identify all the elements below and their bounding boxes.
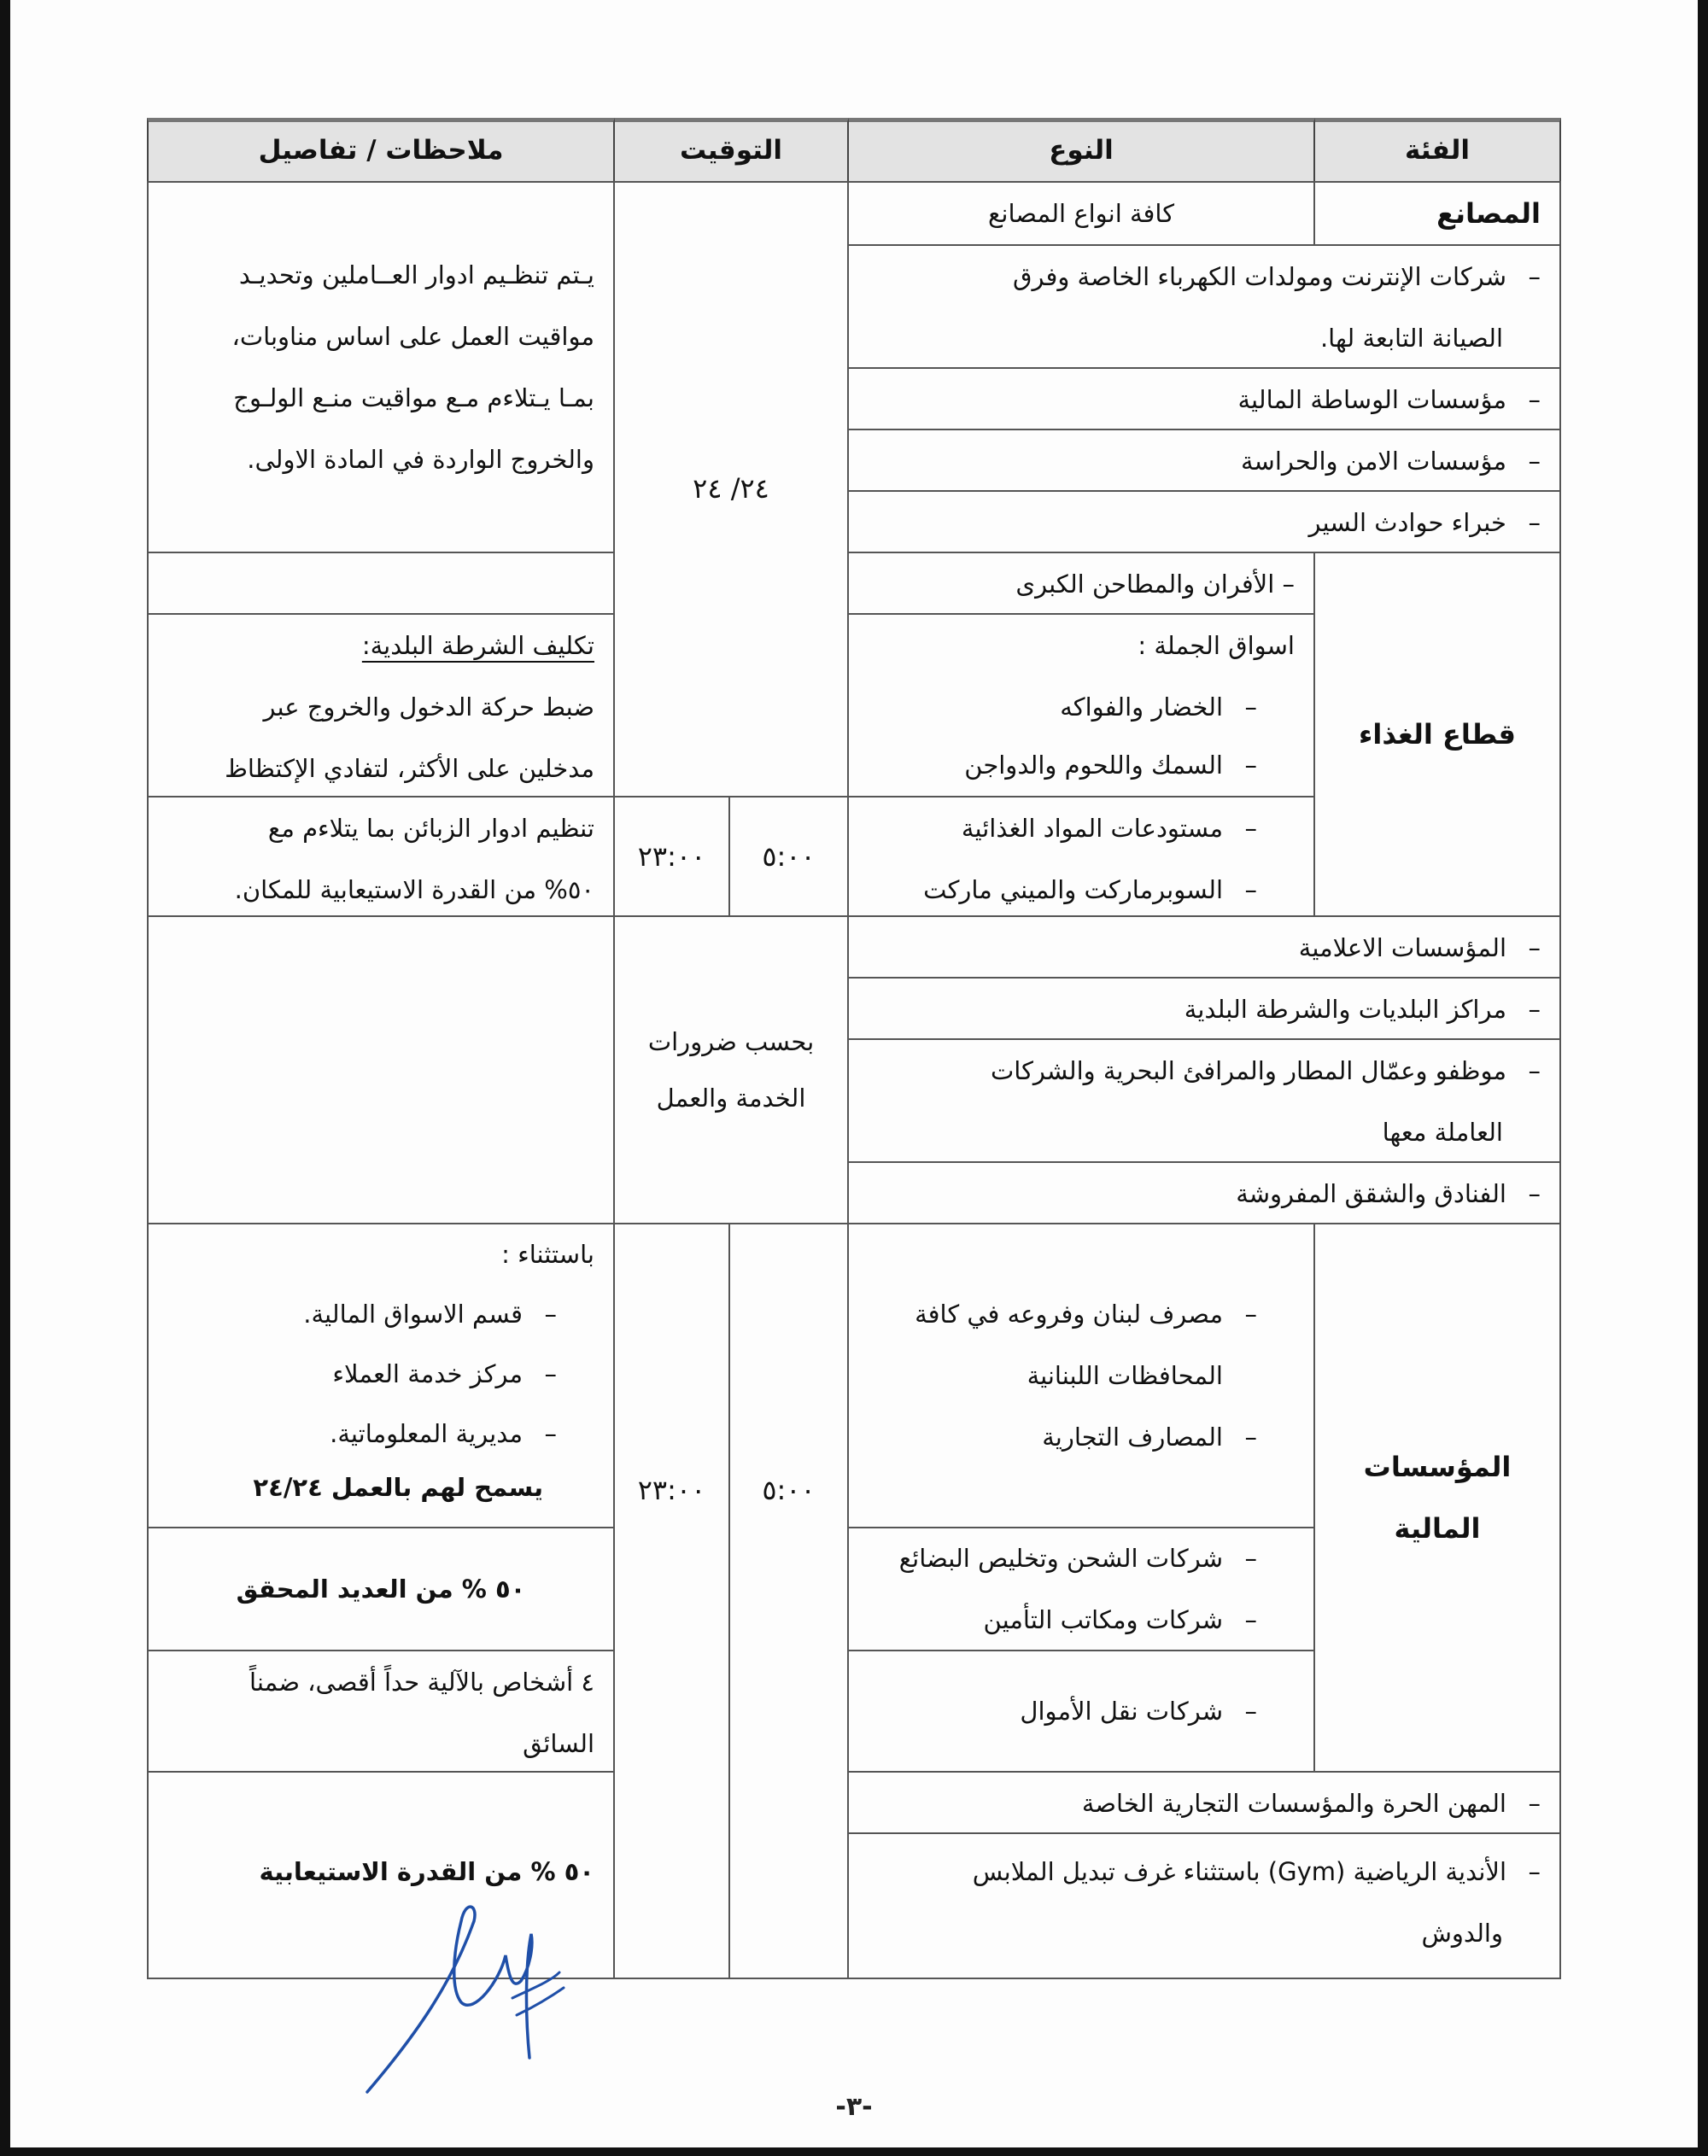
timing-open-label: ٥:٠٠ (762, 840, 816, 873)
timing-close-label: ٢٣:٠٠ (637, 840, 706, 873)
timing-24-24-label: ٢٤/ ٢٤ (693, 472, 769, 505)
type-banks (847, 1223, 1315, 1528)
bullet-dash: – (1244, 1544, 1257, 1573)
header-timing (613, 118, 849, 183)
notes-banks-title: باستثناء : (501, 1240, 594, 1269)
category-food-sector (1313, 552, 1561, 917)
type-bakeries (847, 552, 1315, 615)
bullet-dash: – (544, 1300, 557, 1329)
bullet-dash: – (1528, 1056, 1541, 1085)
notes-retail (147, 796, 615, 917)
notes-shifts-line: يـتم تنظـيم ادوار العــاملين وتحديـد (238, 260, 594, 289)
type-brokerage-label: مؤسسات الوساطة المالية (1237, 385, 1506, 414)
wholesale-title: اسواق الجملة : (1138, 631, 1295, 660)
notes-retail-line: تنظيم ادوار الزبائن بما يتلاءم مع (267, 814, 594, 843)
bullet-dash: – (1528, 262, 1541, 291)
notes-group2-empty (147, 915, 615, 1224)
type-hotels-label: الفنادق والشقق المفروشة (1236, 1179, 1506, 1208)
bank-item-label: مصرف لبنان وفروعه في كافة (915, 1300, 1223, 1329)
bullet-dash: – (1528, 1789, 1541, 1818)
notes-banks-item-label: مركز خدمة العملاء (332, 1359, 523, 1388)
notes-money-transport-line: ٤ أشخاص بالآلية حداً أقصى، ضمناً (249, 1668, 594, 1697)
bullet-dash: – (1244, 751, 1257, 780)
bullet-dash: – (544, 1359, 557, 1388)
page-number: -٣- (835, 2092, 873, 2122)
timing-as-needed (613, 915, 849, 1224)
notes-shifts-line: والخروج الواردة في المادة الاولى. (247, 445, 594, 474)
type-brokerage (847, 367, 1561, 430)
notes-banks-item (161, 1404, 594, 1464)
notes-banks-footer: يسمح لهم بالعمل ٢٤/٢٤ (253, 1473, 543, 1502)
retail-item (861, 798, 1295, 859)
type-municipal-label: مراكز البلديات والشرطة البلدية (1184, 995, 1506, 1024)
header-category-label: الفئة (1404, 135, 1471, 166)
wholesale-item (861, 676, 1295, 738)
bank-item-label: المصارف التجارية (1042, 1423, 1223, 1452)
type-municipal (847, 977, 1561, 1040)
retail-item-label: السوبرماركت والميني ماركت (923, 875, 1223, 904)
wholesale-item-label: السمك واللحوم والدواجن (964, 751, 1223, 780)
bullet-dash: – (1528, 995, 1541, 1024)
type-gym-line1 (861, 1841, 1541, 1902)
bullet-dash: – (1244, 692, 1257, 722)
notes-municipal-police-title: تكليف الشرطة البلدية: (361, 631, 594, 660)
category-factories (1313, 181, 1561, 246)
notes-shifts-line: مواقيت العمل على اساس مناوبات، (231, 322, 594, 351)
shipping-item (861, 1589, 1295, 1651)
type-internet-text2: الصيانة التابعة لها. (1319, 324, 1503, 353)
notes-banks-item (161, 1284, 594, 1344)
timing-open-retail (728, 796, 849, 917)
money-transport-label: شركات نقل الأموال (1020, 1697, 1223, 1726)
bullet-dash: – (1244, 875, 1257, 904)
notes-retail-line: ٥٠% من القدرة الاستيعابية للمكان. (234, 875, 594, 904)
type-bakeries-label: الأفران والمطاحن الكبرى (1015, 570, 1275, 599)
type-airport-line1 (861, 1040, 1541, 1101)
notes-banks (147, 1223, 615, 1528)
bullet-dash: – (1244, 814, 1257, 843)
wholesale-item (861, 734, 1295, 796)
notes-capacity-label: ٥٠ % من القدرة الاستيعابية (259, 1857, 594, 1886)
category-food-sector-label: قطاع الغذاء (1359, 718, 1516, 751)
signature-flourish (512, 1972, 564, 2015)
notes-banks-item-label: مديرية المعلوماتية. (330, 1419, 523, 1448)
wholesale-item-label: الخضار والفواكه (1060, 692, 1223, 722)
bullet-dash: – (1282, 570, 1295, 599)
type-factories-label: كافة انواع المصانع (987, 199, 1175, 228)
shipping-item (861, 1528, 1295, 1589)
header-type-label: النوع (1049, 135, 1114, 166)
category-financial-line: المؤسسات (1363, 1451, 1512, 1483)
type-security (847, 429, 1561, 492)
type-factories (847, 181, 1315, 246)
header-notes-label: ملاحظات / تفاصيل (258, 135, 504, 166)
notes-municipal-police-line: مدخلين على الأكثر، لتفادي الإكتظاظ (225, 754, 594, 783)
type-airport (847, 1038, 1561, 1163)
type-airport-text1: موظفو وعمّال المطار والمرافئ البحرية والشركات (990, 1056, 1506, 1085)
category-factories-label: المصانع (1436, 197, 1541, 230)
shipping-item-label: شركات الشحن وتخليص البضائع (898, 1544, 1223, 1573)
money-transport-item (861, 1680, 1295, 1742)
timing-open-label: ٥:٠٠ (762, 1474, 816, 1506)
type-liberal (847, 1771, 1561, 1834)
type-internet-line1 (861, 246, 1541, 307)
bullet-dash: – (1528, 1179, 1541, 1208)
bullet-dash: – (1528, 933, 1541, 962)
type-security-label: مؤسسات الامن والحراسة (1241, 447, 1506, 476)
header-timing-label: التوقيت (679, 135, 783, 166)
bullet-dash: – (1244, 1423, 1257, 1452)
type-gym-text1: الأندية الرياضية (Gym) باستثناء غرف تبديل الملابس (972, 1857, 1506, 1886)
timing-as-needed-line: بحسب ضرورات (647, 1027, 815, 1056)
notes-banks-item (161, 1344, 594, 1404)
notes-shifts-line: بمـا يـتلاءم مـع مواقيت منـع الولـوج (233, 383, 594, 412)
notes-money-transport (147, 1650, 615, 1773)
bullet-dash: – (1528, 508, 1541, 537)
header-notes (147, 118, 615, 183)
header-type (847, 118, 1315, 183)
type-internet (847, 244, 1561, 369)
bullet-dash: – (1244, 1697, 1257, 1726)
bullet-dash: – (1528, 385, 1541, 414)
notes-municipal-police (147, 613, 615, 798)
notes-municipal-police-line: ضبط حركة الدخول والخروج عبر (263, 692, 594, 722)
bullet-dash: – (544, 1419, 557, 1448)
notes-empty (147, 552, 615, 615)
bullet-dash: – (1528, 447, 1541, 476)
bullet-dash: – (1244, 1605, 1257, 1634)
category-financial-line: المالية (1394, 1512, 1481, 1545)
timing-close-retail (613, 796, 730, 917)
type-wholesale (847, 613, 1315, 798)
timing-as-needed-line: الخدمة والعمل (656, 1084, 806, 1113)
bank-item-line2: المحافظات اللبنانية (1027, 1361, 1223, 1390)
notes-shipping-label: ٥٠ % من العديد المحقق (236, 1575, 526, 1604)
notes-shipping (147, 1527, 615, 1651)
type-internet-line2 (861, 307, 1541, 369)
type-media-label: المؤسسات الاعلامية (1298, 933, 1506, 962)
signature (350, 1887, 623, 2109)
retail-item-label: مستودعات المواد الغذائية (961, 814, 1223, 843)
timing-open-financial (728, 1223, 849, 1979)
shipping-item-label: شركات ومكاتب التأمين (983, 1605, 1223, 1634)
retail-item (861, 859, 1295, 920)
notes-shifts (147, 181, 615, 553)
bank-item (861, 1283, 1295, 1345)
type-retail (847, 796, 1315, 917)
type-liberal-label: المهن الحرة والمؤسسات التجارية الخاصة (1081, 1789, 1506, 1818)
header-category (1313, 118, 1561, 183)
type-hotels (847, 1161, 1561, 1224)
type-gym (847, 1832, 1561, 1979)
notes-money-transport-line: السائق (523, 1729, 594, 1758)
timing-close-label: ٢٣:٠٠ (637, 1474, 706, 1506)
bullet-dash: – (1528, 1857, 1541, 1886)
type-media (847, 915, 1561, 979)
notes-banks-item-label: قسم الاسواق المالية. (303, 1300, 523, 1329)
timing-close-financial (613, 1223, 730, 1979)
type-airport-line2: العاملة معها (1382, 1118, 1503, 1147)
type-traffic-experts-label: خبراء حوادث السير (1308, 508, 1506, 537)
bullet-dash: – (1244, 1300, 1257, 1329)
type-gym-line2: والدوش (1421, 1919, 1503, 1948)
category-financial (1313, 1223, 1561, 1773)
type-traffic-experts (847, 490, 1561, 553)
bank-item (861, 1406, 1295, 1468)
type-shipping (847, 1527, 1315, 1651)
type-internet-text1: شركات الإنترنت ومولدات الكهرباء الخاصة وفرق (1012, 262, 1506, 291)
type-money-transport (847, 1650, 1315, 1773)
signature-stroke (367, 1907, 532, 2092)
